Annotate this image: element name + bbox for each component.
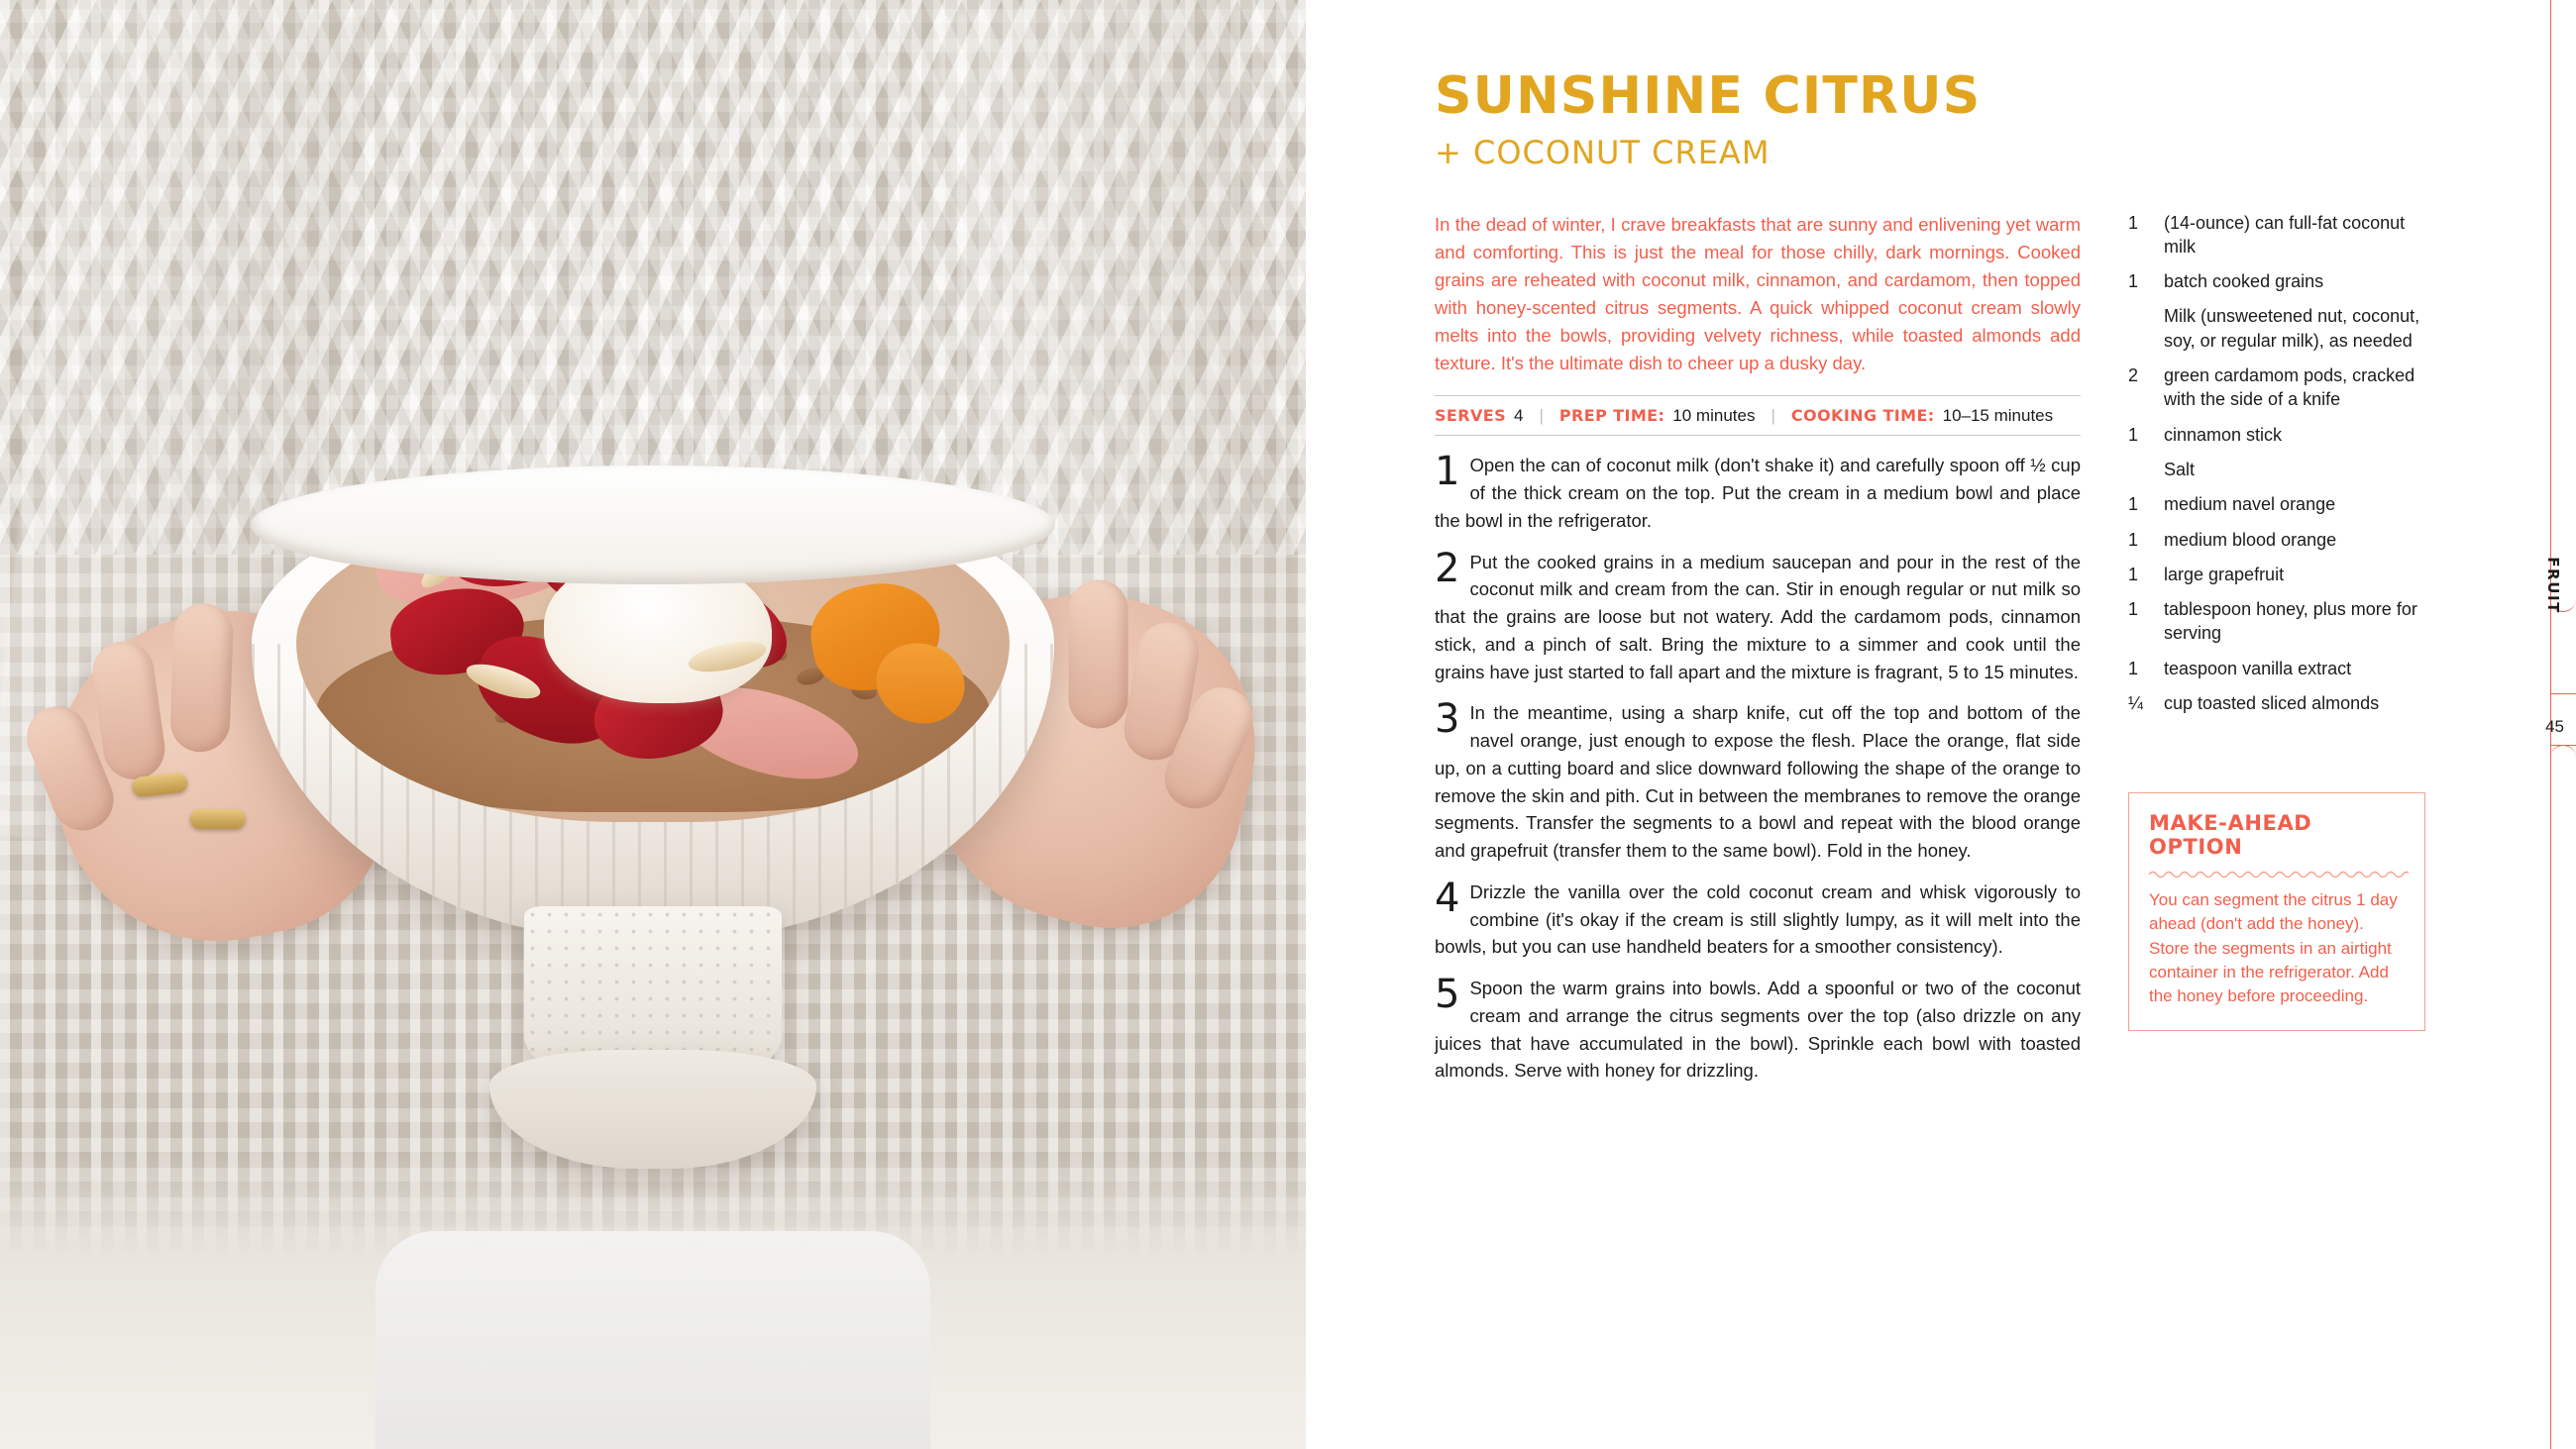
ingredient-text: teaspoon vanilla extract — [2164, 658, 2352, 678]
section-label: FRUIT — [2544, 557, 2562, 614]
step-text: Open the can of coconut milk (don't shake it) and carefully spoon off ½ cup of the thick cream on the top. Put the cream in a medium bowl and place the bowl in the refrigerator. — [1435, 455, 2081, 531]
step-number: 5 — [1435, 972, 1460, 1017]
ingredients-list — [2128, 211, 2425, 716]
recipe-columns — [1435, 211, 2425, 1098]
squiggle-divider — [2149, 867, 2405, 877]
ingredient-text: cinnamon stick — [2164, 424, 2283, 445]
meta-separator: | — [1771, 406, 1775, 426]
ingredient-quantity: 2 — [2128, 365, 2139, 386]
ingredient-text: green cardamom pods, cracked with the side of a knife — [2164, 365, 2415, 410]
cooking-time-label: COOKING TIME: — [1790, 406, 1935, 426]
ingredient-row — [2128, 423, 2425, 447]
edge-tick-upper — [2550, 693, 2576, 694]
ingredient-text: cup toasted sliced almonds — [2164, 693, 2380, 714]
ingredient-text: Milk (unsweetened nut, coconut, soy, or regular milk), as needed — [2164, 306, 2420, 351]
page-edge-tab — [2544, 0, 2576, 1449]
recipe-step — [1435, 545, 2081, 686]
recipe-text-page — [1306, 0, 2576, 1449]
step-text: Drizzle the vanilla over the cold coconut cream and whisk vigorously to combine (it's okay if the cream is still slightly lumpy, as it will melt into the bowls, but you can use handheld beaters for a smoother consistency). — [1435, 880, 2081, 958]
ingredient-row — [2128, 304, 2425, 353]
recipe-step — [1435, 696, 2081, 865]
step-number: 3 — [1435, 696, 1460, 743]
recipe-title: SUNSHINE CITRUS — [1435, 66, 1982, 126]
ingredient-row — [2128, 211, 2425, 259]
ingredient-text: tablespoon honey, plus more for serving — [2164, 599, 2417, 644]
ingredient-quantity: 1 — [2128, 271, 2139, 292]
recipe-steps — [1435, 449, 2081, 1085]
ingredient-quantity: 1 — [2128, 529, 2139, 550]
ingredient-quantity — [2128, 304, 2164, 353]
prep-time-label: PREP TIME: — [1558, 406, 1665, 426]
ingredient-row — [2128, 657, 2425, 680]
step-number: 2 — [1435, 545, 1460, 591]
bowl-rim — [251, 466, 1055, 584]
edge-arc-bottom — [2550, 745, 2576, 763]
meta-separator: | — [1539, 406, 1544, 426]
ingredient-row — [2128, 458, 2425, 481]
recipe-step — [1435, 972, 2081, 1085]
ingredient-quantity: 1 — [2128, 564, 2139, 584]
recipe-subtitle: + COCONUT CREAM — [1435, 133, 1771, 171]
step-number: 4 — [1435, 875, 1460, 921]
jeans — [376, 1231, 930, 1449]
ingredient-text: batch cooked grains — [2164, 271, 2324, 292]
serves-label: SERVES — [1435, 406, 1507, 426]
recipe-meta — [1435, 396, 2081, 436]
ingredient-row — [2128, 269, 2425, 293]
recipe-step — [1435, 449, 2081, 534]
step-number: 1 — [1435, 449, 1460, 495]
ingredient-text: medium navel orange — [2164, 494, 2336, 515]
step-text: In the meantime, using a sharp knife, cut off the top and bottom of the navel orange, just enough to expose the flesh. Place the orange, flat side up, on a cutting board and slice downward following the shape of the orange to remove the skin and pith. Cut in between the membranes to remove the orange segments. Transfer the segments to a bowl and repeat with the blood orange and grapefruit (transfer them to the same bowl). Fold in the honey. — [1435, 702, 2081, 861]
ingredient-quantity: 1 — [2128, 494, 2139, 515]
make-ahead-body: You can segment the citrus 1 day ahead (don't add the honey). Store the segments in an airtight container in the refrigerator. Add the honey before proceeding. — [2149, 890, 2398, 1005]
prep-time-value: 10 minutes — [1672, 406, 1756, 426]
ingredient-quantity — [2128, 458, 2164, 481]
ingredient-quantity: 1 — [2128, 424, 2139, 445]
ingredient-quantity: 1 — [2128, 658, 2139, 678]
step-text: Put the cooked grains in a medium saucepan and pour in the rest of the coconut milk and cream from the can. Stir in enough regular or nut milk so that the grains are loose but not watery. Add the cardamom pods, cinnamon stick, and a pinch of salt. Bring the mixture to a simmer and cook until the grains have just started to fall apart and the mixture is fragrant, 5 to 15 minutes. — [1435, 551, 2081, 682]
ingredient-text: Salt — [2164, 459, 2196, 479]
ingredient-text: (14-ounce) can full-fat coconut milk — [2164, 212, 2406, 257]
page-number: 45 — [2545, 717, 2564, 736]
ingredient-row — [2128, 492, 2425, 516]
recipe-intro: In the dead of winter, I crave breakfasts that are sunny and enlivening yet warm and comforting. This is just the meal for those chilly, dark mornings. Cooked grains are reheated with coconut milk, cinnamon, and cardamom, then topped with honey-scented citrus segments. A quick whipped coconut cream slowly melts into the bowls, providing velvety richness, while toasted almonds add texture. It's the ultimate dish to cheer up a dusky day. — [1435, 213, 2081, 374]
ring — [190, 809, 246, 829]
ingredient-text: medium blood orange — [2164, 529, 2337, 550]
ingredient-text: large grapefruit — [2164, 564, 2285, 584]
recipe-main-column — [1435, 211, 2081, 1098]
ingredient-quantity: 1 — [2128, 212, 2139, 233]
ingredient-row — [2128, 597, 2425, 646]
ingredient-row — [2128, 363, 2425, 412]
step-text: Spoon the warm grains into bowls. Add a spoonful or two of the coconut cream and arrange the citrus segments over the top (also drizzle on any juices that have accumulated in the bowl). Sprinkle each bowl with toasted almonds. Serve with honey for drizzling. — [1435, 978, 2081, 1082]
ingredient-row — [2128, 563, 2425, 586]
ring — [131, 773, 188, 798]
ingredient-quantity: 1 — [2128, 599, 2139, 620]
serves-value: 4 — [1514, 406, 1524, 426]
cooking-time-value: 10–15 minutes — [1942, 406, 2054, 426]
ingredient-quantity: ¼ — [2128, 693, 2144, 714]
recipe-side-column — [2128, 211, 2425, 1098]
ingredient-row — [2128, 691, 2425, 715]
ingredient-row — [2128, 528, 2425, 552]
recipe-step — [1435, 875, 2081, 961]
make-ahead-title: MAKE-AHEAD OPTION — [2149, 811, 2312, 860]
make-ahead-box — [2128, 792, 2425, 1031]
